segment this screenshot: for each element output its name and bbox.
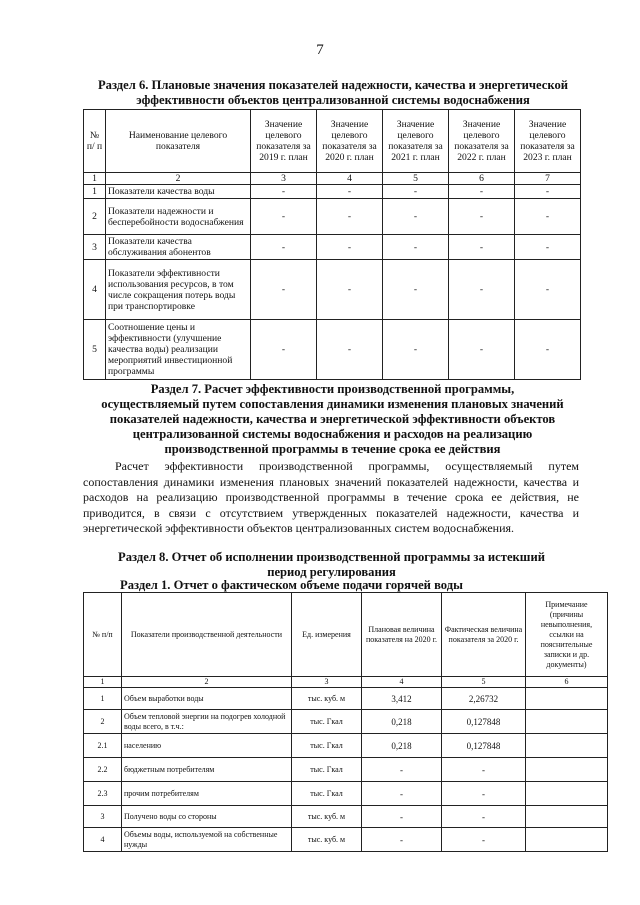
row-unit: тыс. куб. м [292, 806, 362, 828]
row-name: Показатели качества воды [106, 185, 251, 199]
header-name: Наименование целевого показателя [106, 110, 251, 173]
table-row [84, 260, 581, 320]
row-value: - [449, 199, 515, 235]
row-value: - [251, 260, 317, 320]
header-num: № п/п [84, 593, 122, 677]
header-fact: Фактическая величина показателя за 2020 г. [442, 593, 526, 677]
row-plan: - [362, 782, 442, 806]
table-row [84, 199, 581, 235]
row-fact: 2,26732 [442, 688, 526, 710]
section8-title-line2: период регулирования [267, 565, 396, 579]
row-num: 4 [84, 260, 106, 320]
row-name: Получено воды со стороны [122, 806, 292, 828]
row-plan: - [362, 828, 442, 852]
colnum: 3 [292, 677, 362, 688]
row-value: - [449, 185, 515, 199]
section1-title: Раздел 1. Отчет о фактическом объеме подачи горячей воды [120, 578, 463, 592]
header-2023: Значение целевого показателя за 2023 г. план [515, 110, 581, 173]
row-unit: тыс. Гкал [292, 734, 362, 758]
row-plan: 3,412 [362, 688, 442, 710]
row-note [526, 734, 608, 758]
row-fact: - [442, 782, 526, 806]
row-note [526, 688, 608, 710]
section7-title-line3: показателей надежности, качества и энергетической эффективности объектов [109, 412, 556, 426]
row-note [526, 782, 608, 806]
row-note [526, 710, 608, 734]
row-name: Объемы воды, используемой на собственные нужды [122, 828, 292, 852]
section7-title-line5: производственной программы в течение срока ее действия [164, 442, 501, 456]
section1-header-row [84, 593, 608, 677]
row-value: - [515, 235, 581, 260]
row-value: - [251, 320, 317, 380]
section1-colnum-row [84, 677, 608, 688]
row-num: 3 [84, 806, 122, 828]
section6-title [83, 78, 583, 108]
row-plan: 0,218 [362, 734, 442, 758]
row-num: 4 [84, 828, 122, 852]
row-value: - [515, 185, 581, 199]
row-value: - [251, 199, 317, 235]
table-row [84, 320, 581, 380]
row-value: - [317, 185, 383, 199]
colnum: 1 [84, 173, 106, 185]
row-num: 1 [84, 185, 106, 199]
section7-paragraph [83, 459, 579, 537]
section7-title-line2: осуществляемый путем сопоставления динамики изменения плановых значений [101, 397, 564, 411]
section6-table [83, 109, 581, 380]
header-note: Примечание (причины невыполнения, ссылки на пояснительные записки и др. документы) [526, 593, 608, 677]
section7-title-line1: Раздел 7. Расчет эффективности производственной программы, [150, 382, 515, 396]
header-num: № п/ п [84, 110, 106, 173]
table-row [84, 782, 608, 806]
table-row [84, 806, 608, 828]
row-name: населению [122, 734, 292, 758]
colnum: 2 [106, 173, 251, 185]
header-2022: Значение целевого показателя за 2022 г. план [449, 110, 515, 173]
row-num: 2.1 [84, 734, 122, 758]
row-fact: - [442, 828, 526, 852]
row-name: Соотношение цены и эффективности (улучшение качества воды) реализации мероприятий инвестиционной программы [106, 320, 251, 380]
row-name: Объем тепловой энергии на подогрев холодной воды всего, в т.ч.: [122, 710, 292, 734]
header-2019: Значение целевого показателя за 2019 г. план [251, 110, 317, 173]
row-unit: тыс. куб. м [292, 828, 362, 852]
section7-title [60, 382, 605, 457]
row-plan: - [362, 806, 442, 828]
colnum: 5 [442, 677, 526, 688]
section7-paragraph-text: Расчет эффективности производственной программы, осуществляемый путем сопоставления динамики изменения плановых значений показателей надежности, качества и расходов на реализацию производственной программы в течение срока ее действия, не приводится, в связи с отсутствием утвержденных показателей надежности, качества и энергетической эффективности объектов централизованных систем водоснабжения. [83, 459, 579, 536]
row-value: - [317, 235, 383, 260]
row-name: бюджетным потребителям [122, 758, 292, 782]
row-value: - [383, 235, 449, 260]
row-value: - [317, 199, 383, 235]
colnum: 3 [251, 173, 317, 185]
row-value: - [449, 235, 515, 260]
page-number: 7 [316, 42, 324, 58]
colnum: 4 [317, 173, 383, 185]
row-unit: тыс. куб. м [292, 688, 362, 710]
row-unit: тыс. Гкал [292, 710, 362, 734]
row-value: - [251, 185, 317, 199]
colnum: 1 [84, 677, 122, 688]
row-num: 2 [84, 199, 106, 235]
colnum: 6 [526, 677, 608, 688]
row-value: - [383, 199, 449, 235]
header-unit: Ед. измерения [292, 593, 362, 677]
section8-title-line1: Раздел 8. Отчет об исполнении производственной программы за истекший [118, 550, 545, 564]
table-row [84, 758, 608, 782]
row-name: Показатели эффективности использования ресурсов, в том числе сокращения потерь воды при транспортировке [106, 260, 251, 320]
table-row [84, 734, 608, 758]
section6-title-line1: Раздел 6. Плановые значения показателей надежности, качества и энергетической [97, 78, 569, 92]
row-fact: 0,127848 [442, 734, 526, 758]
row-note [526, 828, 608, 852]
header-2021: Значение целевого показателя за 2021 г. план [383, 110, 449, 173]
row-fact: 0,127848 [442, 710, 526, 734]
row-value: - [251, 235, 317, 260]
row-value: - [383, 185, 449, 199]
colnum: 7 [515, 173, 581, 185]
section8-title [83, 550, 580, 580]
row-value: - [449, 260, 515, 320]
row-num: 3 [84, 235, 106, 260]
section1-table [83, 592, 608, 852]
table-row [84, 235, 581, 260]
row-note [526, 806, 608, 828]
section6-header-row [84, 110, 581, 173]
row-num: 1 [84, 688, 122, 710]
row-value: - [383, 260, 449, 320]
row-num: 2 [84, 710, 122, 734]
row-value: - [515, 199, 581, 235]
row-name: Показатели надежности и бесперебойности водоснабжения [106, 199, 251, 235]
row-num: 5 [84, 320, 106, 380]
header-plan: Плановая величина показателя на 2020 г. [362, 593, 442, 677]
row-name: Показатели качества обслуживания абонентов [106, 235, 251, 260]
table-row [84, 710, 608, 734]
row-name: Объем выработки воды [122, 688, 292, 710]
table-row [84, 185, 581, 199]
row-value: - [317, 320, 383, 380]
colnum: 6 [449, 173, 515, 185]
row-fact: - [442, 806, 526, 828]
row-unit: тыс. Гкал [292, 758, 362, 782]
row-value: - [515, 320, 581, 380]
row-fact: - [442, 758, 526, 782]
row-value: - [317, 260, 383, 320]
colnum: 5 [383, 173, 449, 185]
header-2020: Значение целевого показателя за 2020 г. план [317, 110, 383, 173]
row-plan: 0,218 [362, 710, 442, 734]
section7-title-line4: централизованной системы водоснабжения и расходов на реализацию [132, 427, 533, 441]
section6-colnum-row [84, 173, 581, 185]
colnum: 4 [362, 677, 442, 688]
header-name: Показатели производственной деятельности [122, 593, 292, 677]
table-row [84, 688, 608, 710]
row-value: - [449, 320, 515, 380]
row-unit: тыс. Гкал [292, 782, 362, 806]
row-name: прочим потребителям [122, 782, 292, 806]
section6-title-line2: эффективности объектов централизованной системы водоснабжения [136, 93, 530, 107]
table-row [84, 828, 608, 852]
row-num: 2.2 [84, 758, 122, 782]
row-plan: - [362, 758, 442, 782]
colnum: 2 [122, 677, 292, 688]
row-num: 2.3 [84, 782, 122, 806]
row-note [526, 758, 608, 782]
row-value: - [515, 260, 581, 320]
row-value: - [383, 320, 449, 380]
